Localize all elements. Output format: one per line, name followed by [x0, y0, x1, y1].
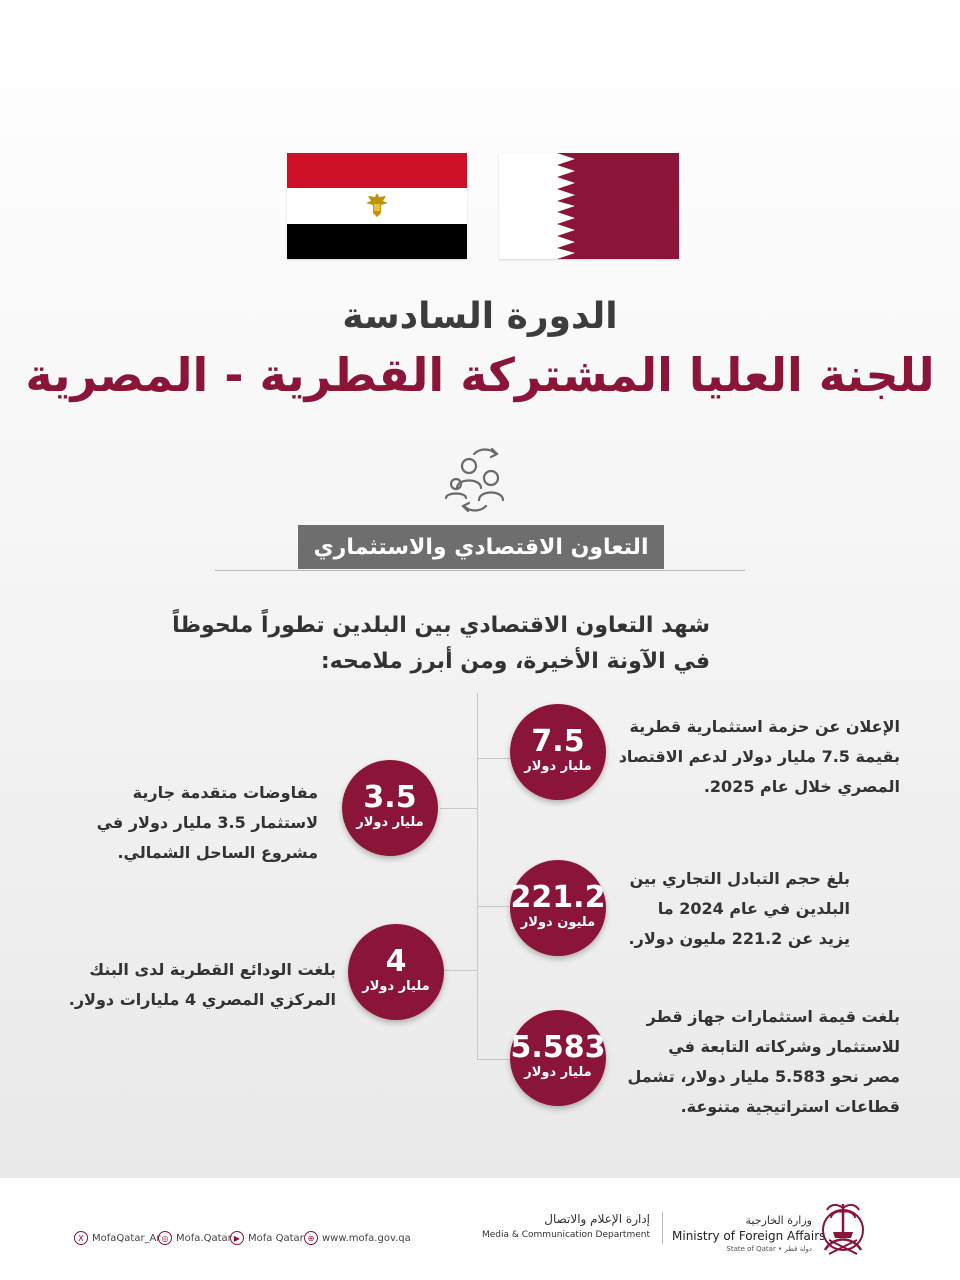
- stat-circle: [342, 760, 438, 856]
- stat-unit: مليون دولار: [520, 915, 596, 930]
- eagle-of-saladin-icon: [364, 191, 390, 219]
- connector-line: [477, 758, 513, 759]
- stat-unit: مليار دولار: [356, 815, 424, 830]
- connector-line: [440, 808, 477, 809]
- stat-description: [610, 1002, 900, 1122]
- stat-description: [610, 712, 900, 802]
- intro-line: في الآونة الأخيرة، ومن أبرز ملامحه:: [320, 649, 710, 674]
- stat-unit: مليار دولار: [524, 1065, 592, 1080]
- footer-divider: [662, 1212, 663, 1244]
- stat-circle: [348, 924, 444, 1020]
- stat-value: 221.2: [510, 880, 606, 915]
- stat-value: 5.583: [510, 1030, 606, 1065]
- social-instagram[interactable]: [158, 1230, 232, 1246]
- section-divider: [215, 570, 745, 571]
- description-line: البلدين في عام 2024 ما: [657, 899, 850, 918]
- description-line: بقيمة 7.5 مليار دولار لدعم الاقتصاد: [618, 747, 900, 766]
- stat-unit: مليار دولار: [524, 759, 592, 774]
- ministry-name-ar: وزارة الخارجية: [745, 1214, 812, 1227]
- stat-circle: [510, 704, 606, 800]
- description-line: لاستثمار 3.5 مليار دولار في: [96, 813, 318, 832]
- description-line: بلغ حجم التبادل التجاري بين: [629, 869, 850, 888]
- social-x[interactable]: [74, 1230, 161, 1246]
- qatar-flag: [499, 153, 679, 259]
- intro-text: [150, 608, 710, 680]
- description-line: مصر نحو 5.583 مليار دولار، تشمل: [627, 1067, 900, 1086]
- stat-unit: مليار دولار: [362, 979, 430, 994]
- stat-description: [60, 955, 336, 1015]
- stat-circle: [510, 1010, 606, 1106]
- ministry-name-en: Ministry of Foreign Affairs: [672, 1229, 826, 1243]
- social-handle: Mofa.Qatar: [176, 1232, 232, 1244]
- egypt-flag-black-stripe: [287, 224, 467, 259]
- state-label: State of Qatar • دولة قطر: [726, 1245, 812, 1253]
- stat-description: [90, 778, 318, 868]
- description-line: المركزي المصري 4 مليارات دولار.: [68, 990, 336, 1009]
- social-website[interactable]: [304, 1230, 411, 1246]
- egypt-flag-white-stripe: [287, 188, 467, 223]
- stat-value: 3.5: [363, 780, 417, 815]
- department-name-en: Media & Communication Department: [481, 1230, 650, 1240]
- intro-line: شهد التعاون الاقتصادي بين البلدين تطوراً ملحوظاً: [172, 613, 710, 638]
- timeline-line: [477, 693, 478, 1059]
- stat-description: [610, 864, 850, 954]
- website-url: www.mofa.gov.qa: [322, 1232, 411, 1244]
- stat-circle: [510, 860, 606, 956]
- stat-value: 7.5: [531, 724, 585, 759]
- description-line: مشروع الساحل الشمالي.: [117, 843, 318, 862]
- session-title: الدورة السادسة: [342, 296, 618, 337]
- ministry-block: [672, 1214, 826, 1253]
- egypt-flag: [287, 153, 467, 259]
- qatar-emblem-icon: [815, 1196, 871, 1260]
- social-youtube[interactable]: [230, 1230, 304, 1246]
- description-line: بلغت الودائع القطرية لدى البنك: [89, 960, 336, 979]
- description-line: للاستثمار وشركاته التابعة في: [668, 1037, 900, 1056]
- committee-title: للجنة العليا المشتركة القطرية - المصرية: [25, 348, 935, 402]
- connector-line: [477, 1059, 513, 1060]
- description-line: المصري خلال عام 2025.: [703, 777, 900, 796]
- description-line: قطاعات استراتيجية متنوعة.: [680, 1097, 900, 1116]
- description-line: يزيد عن 221.2 مليون دولار.: [628, 929, 850, 948]
- description-line: مفاوضات متقدمة جارية: [132, 783, 318, 802]
- connector-line: [440, 970, 477, 971]
- instagram-icon: ◎: [158, 1231, 172, 1245]
- connector-line: [477, 906, 513, 907]
- description-line: الإعلان عن حزمة استثمارية قطرية: [629, 717, 900, 736]
- youtube-icon: ▶: [230, 1231, 244, 1245]
- social-handle: Mofa Qatar: [248, 1232, 304, 1244]
- department-name-ar: إدارة الإعلام والاتصال: [544, 1212, 650, 1226]
- section-banner: التعاون الاقتصادي والاستثماري: [298, 525, 664, 569]
- people-exchange-icon: [440, 440, 520, 520]
- x-icon: X: [74, 1231, 88, 1245]
- egypt-flag-red-stripe: [287, 153, 467, 188]
- description-line: بلغت قيمة استثمارات جهاز قطر: [646, 1007, 900, 1026]
- globe-icon: ⊕: [304, 1231, 318, 1245]
- stat-value: 4: [385, 944, 407, 979]
- social-handle: MofaQatar_Ar: [92, 1232, 161, 1244]
- department-block: [478, 1212, 650, 1240]
